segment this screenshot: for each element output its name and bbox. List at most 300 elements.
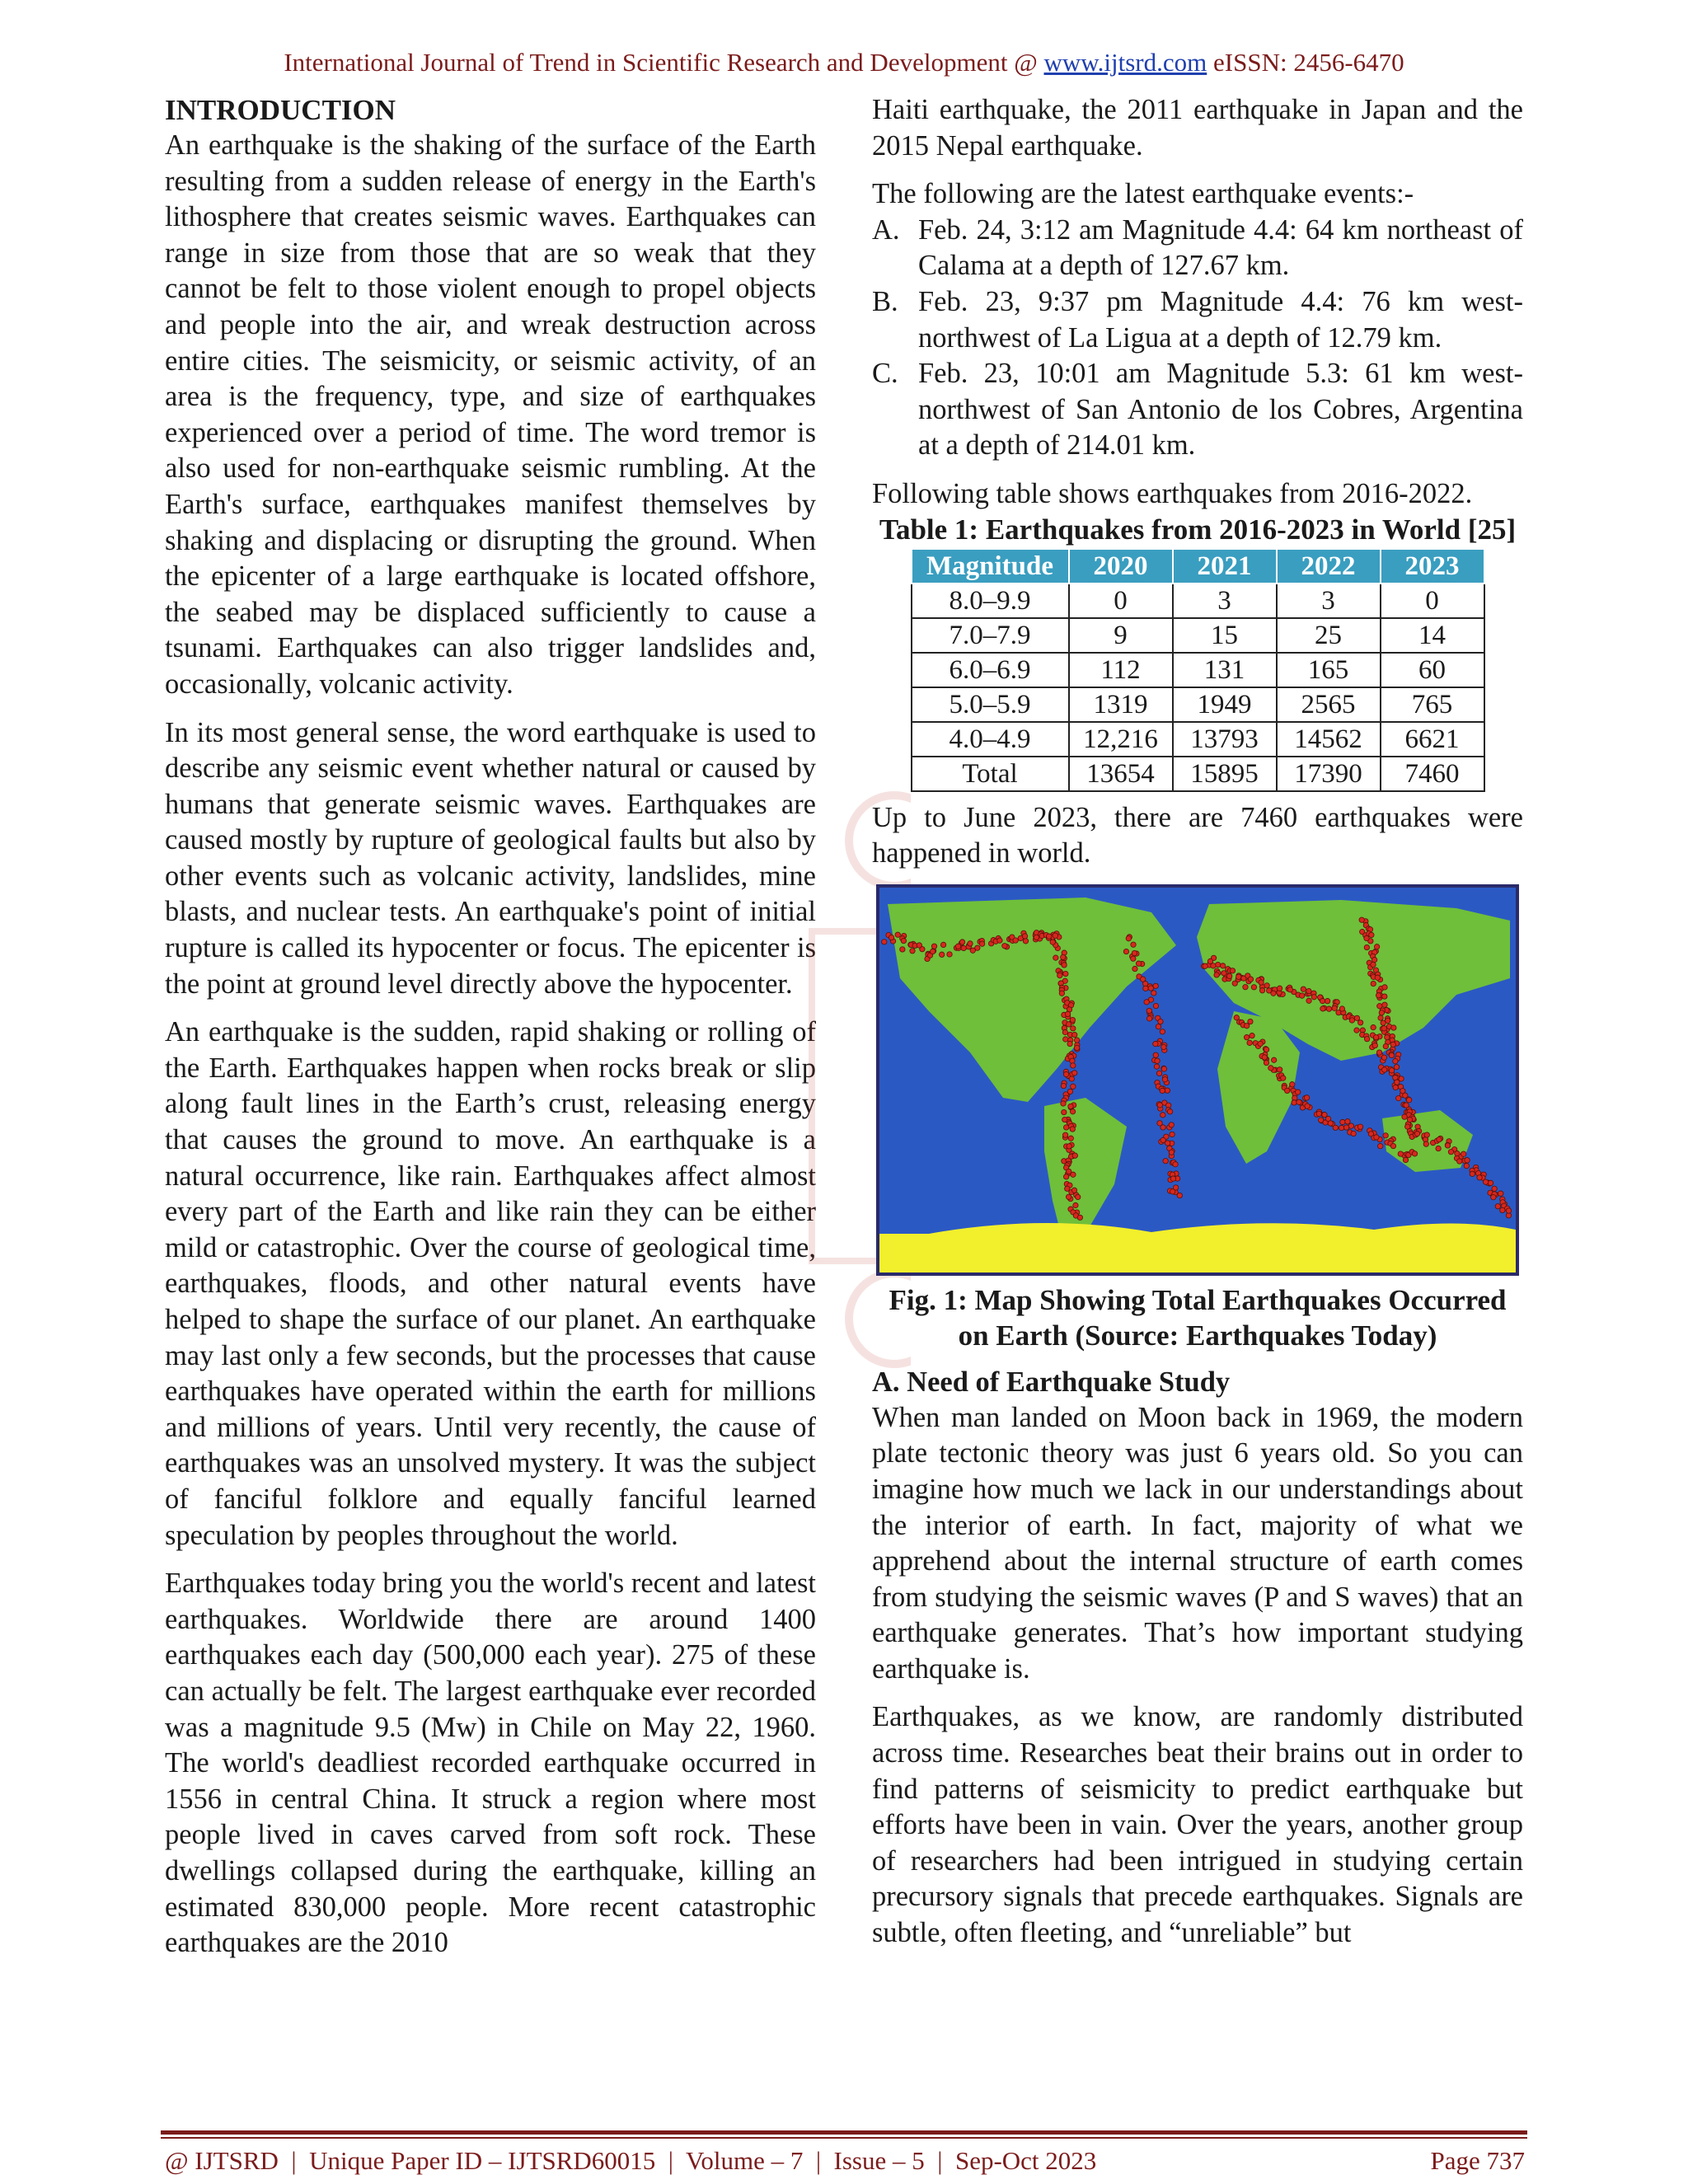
earthquake-point [1131,942,1136,947]
earthquake-point [1403,1157,1408,1162]
earthquake-point [1455,1151,1460,1155]
earthquake-point [1244,1034,1249,1039]
journal-url-link[interactable]: www.ijtsrd.com [1043,48,1207,77]
earthquake-point [1305,1104,1310,1108]
world-earthquake-map [876,884,1519,1276]
earthquake-point [1062,1132,1067,1137]
table-cell: 60 [1381,653,1484,687]
earthquake-point [1215,962,1220,967]
table-header-row [912,549,1484,583]
earthquake-point [1050,940,1055,944]
earthquake-point [1271,1057,1276,1062]
earthquake-point [1173,1161,1178,1166]
earthquake-point [1072,1070,1077,1075]
footer-rule-thin [161,2137,1527,2139]
earthquake-point [1398,1151,1403,1156]
table-cell: 131 [1173,653,1277,687]
earthquake-point [940,952,945,957]
earthquake-point [1068,1136,1073,1141]
earthquake-point [1236,974,1241,979]
earthquake-point [1477,1174,1482,1179]
footer-info: @ IJTSRD | Unique Paper ID – IJTSRD60015 | Volume – 7 | Issue – 5 | Sep-Oct 2023 [165,2146,1097,2175]
earthquake-point [1071,1172,1076,1177]
earthquake-point [1170,1176,1175,1181]
earthquake-point [1381,1025,1386,1030]
table-cell: 0 [1069,583,1173,618]
earthquake-point [947,951,952,956]
table-cell: 8.0–9.9 [912,583,1069,618]
earthquake-point [1160,1112,1165,1117]
earthquake-point [1333,1125,1338,1130]
table-header-cell: Magnitude [912,549,1069,583]
earthquake-point [1306,988,1311,993]
table-row [912,618,1484,653]
table-cell: 112 [1069,653,1173,687]
earthquake-point [1339,1125,1343,1130]
earthquake-point [1061,1083,1066,1088]
earthquake-point [1375,975,1380,980]
paragraph-2: In its most general sense, the word earthquake is used to describe any seismic event whether natural or caused by humans that generate seismic waves. Earthquakes are caused mostly by rupture of geological faults but also by other events such as volcanic activity, landslides, mine blasts, and nuclear tests. An earthquake's point of initial rupture is called its hypocenter or focus. The epicenter is the point at ground level directly above the hypocenter. [165,716,816,1000]
earthquake-point [1389,1067,1394,1072]
earthquake-point [1424,1132,1429,1137]
table-row [912,757,1484,791]
map-graphic [879,888,1516,1272]
earthquake-point [1072,1153,1077,1158]
table-cell: 1949 [1173,687,1277,722]
events-list [872,213,1523,464]
earthquake-point [1063,1071,1068,1076]
earthquake-point [1391,1025,1396,1030]
earthquake-point [1146,1015,1151,1020]
earthquake-table [911,548,1485,792]
earthquake-point [1053,955,1058,960]
earthquake-point [1259,980,1264,985]
table-row [912,722,1484,757]
table-cell: 5.0–5.9 [912,687,1069,722]
earthquake-point [1156,1071,1161,1076]
earthquake-point [1281,1076,1286,1080]
earthquake-point [1364,1036,1369,1041]
earthquake-point [1013,938,1018,943]
earthquake-point [1364,944,1369,949]
earthquake-point [1345,1118,1350,1123]
table-intro: Following table shows earthquakes from 2016-2022. [872,477,1473,509]
earthquake-point [1063,971,1068,976]
earthquake-point [1067,1089,1072,1094]
earthquake-point [1132,950,1137,955]
earthquake-point [997,938,1002,943]
earthquake-point [1160,1029,1165,1033]
earthquake-point [1506,1208,1511,1213]
earthquake-point [1354,1015,1359,1020]
earthquake-point [1214,972,1219,977]
earthquake-point [1383,1043,1388,1048]
earthquake-point [1167,1108,1172,1113]
earthquake-point [1264,1060,1268,1065]
earthquake-point [1320,998,1325,1003]
earthquake-point [1332,1005,1337,1010]
earthquake-point [931,944,936,949]
earthquake-point [1226,973,1231,978]
earthquake-point [1277,986,1282,991]
earthquake-point [1074,1038,1079,1043]
earthquake-point [1340,1119,1345,1124]
earthquake-point [1357,1019,1362,1024]
earthquake-point [1203,963,1207,968]
earthquake-point [1136,961,1141,966]
earthquake-point [1290,1081,1295,1086]
earthquake-point [961,945,966,950]
earthquake-point [1153,1003,1158,1008]
earthquake-point [1165,1088,1170,1093]
earthquake-point [1390,1042,1395,1047]
earthquake-point [889,935,893,940]
earthquake-point [1144,999,1149,1004]
earthquake-point [1063,1174,1068,1179]
earthquake-point [1295,1090,1300,1094]
earthquake-point [1063,1037,1068,1042]
earthquake-point [1395,1095,1400,1100]
earthquake-point [1262,1054,1267,1059]
table-header-cell: 2020 [1069,549,1173,583]
earthquake-point [1211,963,1216,968]
earthquake-point [1072,1032,1077,1037]
earthquake-point [1126,935,1131,940]
table-cell: 3 [1173,583,1277,618]
earthquake-point [1143,986,1148,991]
paragraph-5: When man landed on Moon back in 1969, the modern plate tectonic theory was just 6 years old. So you can imagine how much we lack in our understandings about the interior of earth. In fact, majority of what we apprehend about the internal structure of earth comes from studying the seismic waves (P and S waves) that an earthquake generates. That’s how important studying earthquake is. [872,1401,1523,1685]
table-cell: 15 [1173,618,1277,653]
earthquake-point [1160,1088,1165,1093]
earthquake-point [1311,994,1316,999]
earthquake-point [1348,1123,1353,1128]
earthquake-point [1258,1041,1263,1046]
event-item [872,284,1523,356]
event-item [872,213,1523,284]
earthquake-point [1155,1058,1160,1063]
earthquake-point [1247,1040,1252,1045]
earthquake-point [1376,1050,1381,1055]
earthquake-point [1371,1024,1376,1029]
earthquake-point [1066,1021,1071,1026]
earthquake-point [1488,1180,1493,1185]
earthquake-point [1390,1143,1395,1148]
table-cell: 13654 [1069,757,1173,791]
earthquake-point [1371,981,1376,986]
earthquake-point [1378,1143,1383,1148]
earthquake-point [1414,1131,1419,1136]
earthquake-point [1062,1029,1067,1034]
earthquake-point [1165,1141,1170,1146]
earthquake-point [1374,944,1379,949]
earthquake-point [1146,1008,1151,1013]
table-row [912,653,1484,687]
section-heading-introduction: INTRODUCTION [165,94,396,126]
earthquake-point [1318,1118,1323,1122]
earthquake-point [1264,1047,1268,1052]
earthquake-point [1372,1043,1377,1047]
earthquake-point [1161,1066,1166,1071]
earthquake-point [1381,1055,1386,1060]
running-header [0,48,1688,77]
earthquake-point [1221,970,1226,975]
earthquake-point [930,949,935,954]
earthquake-point [1395,1080,1400,1085]
earthquake-point [1382,1067,1387,1072]
earthquake-point [1328,1121,1333,1126]
earthquake-point [1359,917,1364,922]
earthquake-point [1470,1171,1475,1176]
footer-rule [161,2130,1527,2135]
earthquake-point [1448,1149,1453,1154]
table-cell: 14 [1381,618,1484,653]
earthquake-point [1483,1179,1488,1184]
table-caption: Table 1: Earthquakes from 2016-2023 in World [25] [879,513,1517,546]
earthquake-point [1465,1157,1470,1162]
earthquake-point [901,938,906,943]
table-row [912,583,1484,618]
earthquake-point [1251,984,1256,989]
earthquake-point [1230,968,1235,972]
earthquake-point [1071,1025,1076,1030]
earthquake-point [1285,1088,1290,1093]
earthquake-point [1301,987,1306,991]
earthquake-point [1393,1085,1398,1090]
table-cell: Total [912,757,1069,791]
earthquake-point [1068,1104,1073,1108]
earthquake-point [1407,1117,1412,1122]
table-cell: 3 [1277,583,1381,618]
event-text: Feb. 23, 10:01 am Magnitude 5.3: 61 km west-northwest of San Antonio de los Cobres, Argentina at a depth of 214.01 km. [918,358,1523,462]
earthquake-point [940,942,945,947]
paragraph-after-table: Up to June 2023, there are 7460 earthquakes were happened in world. [872,801,1523,869]
earthquake-point [1077,1215,1082,1220]
earthquake-point [1067,1143,1071,1148]
earthquake-point [1492,1186,1497,1191]
earthquake-point [968,940,973,945]
event-marker: A. [872,213,900,246]
earthquake-point [1061,954,1066,959]
earthquake-point [1491,1194,1496,1199]
right-column [872,92,1523,1964]
event-text: Feb. 23, 9:37 pm Magnitude 4.4: 76 km west-northwest of La Ligua at a depth of 12.79 km. [918,285,1523,354]
earthquake-point [955,944,960,949]
earthquake-point [1394,1064,1399,1069]
earthquake-point [1154,1064,1159,1069]
earthquake-point [1002,943,1007,948]
earthquake-point [1053,933,1057,938]
earthquake-point [1464,1163,1469,1168]
earthquake-point [1296,1099,1301,1104]
earthquake-point [1259,987,1264,992]
page-number: Page 737 [1430,2146,1525,2175]
earthquake-point [1132,966,1137,971]
earthquake-point [1306,998,1311,1003]
earthquake-point [1157,1102,1162,1107]
earthquake-point [959,940,964,944]
earthquake-point [1169,1150,1174,1155]
paragraph-1: An earthquake is the shaking of the surface of the Earth resulting from a sudden release of energy in the Earth's lithosphere that creates seismic waves. Earthquakes can range in size from those that are so weak that they cannot be felt to those violent enough to propel objects and people into the air, and wreak destruction across entire cities. The seismicity, or seismic activity, of an area is the frequency, type, and size of earthquakes experienced over a period of time. The word tremor is also used for non-earthquake seismic rumbling. At the Earth's surface, earthquakes manifest themselves by shaking and displacing or disrupting the ground. When the epicenter of a large earthquake is located offshore, the seabed may be displaced sufficiently to cause a tsunami. Earthquakes can also trigger landslides and, occasionally, volcanic activity. [165,129,816,700]
earthquake-point [895,932,900,937]
earthquake-point [1066,1194,1071,1199]
earthquake-point [1065,1011,1070,1016]
earthquake-point [1299,993,1304,998]
table-cell: 15895 [1173,757,1277,791]
left-column [165,92,816,1974]
earthquake-point [1057,972,1062,977]
earthquake-point [917,942,921,947]
earthquake-point [1385,1034,1390,1039]
earthquake-point [1382,984,1387,989]
earthquake-point [1271,991,1276,996]
earthquake-point [1153,983,1158,988]
earthquake-point [1393,1058,1398,1063]
earthquake-point [1170,1132,1175,1137]
earthquake-point [979,941,984,946]
earthquake-point [1220,963,1225,968]
earthquake-point [1304,1094,1309,1099]
earthquake-point [1406,1097,1411,1102]
figure-caption: Fig. 1: Map Showing Total Earthquakes Occurred on Earth (Source: Earthquakes Today) [889,1283,1507,1352]
earthquake-point [1163,1158,1168,1163]
earthquake-point [1156,1024,1160,1029]
earthquake-point [1277,1066,1282,1071]
earthquake-point [1073,1202,1078,1207]
earthquake-point [1402,1114,1407,1119]
table-cell: 2565 [1277,687,1381,722]
earthquake-point [1070,1108,1075,1113]
earthquake-point [882,939,887,944]
earthquake-point [1248,977,1253,982]
table-cell: 17390 [1277,757,1381,791]
earthquake-point [1161,1044,1166,1049]
earthquake-point [1076,1194,1081,1199]
earthquake-point [1074,1045,1079,1050]
earthquake-point [1062,1109,1067,1114]
earthquake-point [1383,1132,1388,1137]
earthquake-point [1062,1117,1067,1122]
earthquake-point [910,948,915,953]
earthquake-point [1457,1159,1462,1164]
earthquake-point [900,946,905,951]
earthquake-point [1495,1203,1500,1208]
table-header-cell: 2022 [1277,549,1381,583]
earthquake-point [1170,1188,1175,1193]
earthquake-point [1386,1018,1390,1023]
table-cell: 6.0–6.9 [912,653,1069,687]
earthquake-point [1123,949,1128,954]
earthquake-point [1071,1062,1076,1067]
table-cell: 6621 [1381,722,1484,757]
table-header-cell: 2023 [1381,549,1484,583]
journal-name: International Journal of Trend in Scientific Research and Development @ [284,48,1038,77]
earthquake-point [1162,1076,1167,1081]
earthquake-point [1372,957,1376,962]
earthquake-point [1062,962,1067,967]
table-cell: 12,216 [1069,722,1173,757]
earthquake-point [1371,962,1376,967]
table-cell: 4.0–4.9 [912,722,1069,757]
earthquake-point [1177,1193,1182,1197]
table-cell: 9 [1069,618,1173,653]
paragraph-6: Earthquakes, as we know, are randomly distributed across time. Researches beat their brains out in order to find patterns of seismicity to predict earthquake but efforts have been in vain. Over the years, another group of researchers had been intrigued in studying certain precursory signals that precede earthquakes. Signals are subtle, often fleeting, and “unreliable” but [872,1701,1523,1949]
earthquake-point [1325,998,1329,1003]
earthquake-point [1412,1151,1417,1155]
earthquake-point [975,945,980,950]
earthquake-point [1461,1151,1465,1156]
earthquake-point [1373,1034,1378,1039]
event-marker: C. [872,358,898,390]
earthquake-point [1382,1002,1387,1007]
events-intro: The following are the latest earthquake events:- [872,178,1414,210]
table-cell: 165 [1277,653,1381,687]
earthquake-point [1070,1127,1075,1132]
earthquake-point [1379,1010,1384,1015]
earthquake-point [1158,1019,1163,1024]
earthquake-point [1364,935,1369,940]
table-cell: 25 [1277,618,1381,653]
earthquake-point [1354,1028,1359,1033]
table-row [912,687,1484,722]
earthquake-point [1378,1015,1383,1020]
earthquake-point [1071,1084,1076,1089]
earthquake-point [1369,932,1374,937]
earthquake-point [1339,1006,1344,1011]
earthquake-point [1326,1006,1331,1011]
earthquake-point [1382,994,1387,999]
paragraph-3: An earthquake is the sudden, rapid shaking or rolling of the Earth. Earthquakes happen when rocks break or slip along fault lines in the Earth’s crust, releasing energy that causes the ground to move. An earthquake is a natural occurrence, like rain. Earthquakes affect almost every part of the Earth and like rain they can be either mild or catastrophic. Over the course of geological time, earthquakes, floods, and other natural events have helped to shape the surface of our planet. An earthquake may last only a few seconds, but the processes that cause earthquakes have operated within the earth for millions and millions of years. Until very recently, the cause of earthquakes was an unsolved mystery. It was the subject of fanciful folklore and equally fanciful learned speculation by peoples throughout the world. [165,1016,816,1551]
earthquake-point [1023,938,1028,943]
earthquake-point [1374,1134,1379,1139]
earthquake-point [1389,1052,1394,1057]
table-cell: 13793 [1173,722,1277,757]
earthquake-point [1357,1124,1362,1129]
table-cell: 7460 [1381,757,1484,791]
event-marker: B. [872,285,898,317]
earthquake-point [1445,1142,1450,1147]
earthquake-point [1498,1191,1503,1196]
table-cell: 0 [1381,583,1484,618]
earthquake-point [1148,986,1153,991]
earthquake-point [1047,934,1052,939]
section-heading-need: A. Need of Earthquake Study [872,1366,1231,1398]
earthquake-point [1022,933,1027,938]
earthquake-point [1070,1017,1075,1022]
earthquake-point [1063,1124,1068,1129]
earthquake-point [1243,984,1248,989]
earthquake-point [1320,1005,1325,1010]
earthquake-point [1131,956,1136,961]
table-body [912,583,1484,791]
earthquake-point [1153,1041,1158,1046]
table-cell: 1319 [1069,687,1173,722]
earthquake-point [1316,1111,1321,1116]
earthquake-point [1376,992,1381,997]
earthquake-point [1151,990,1156,995]
earthquake-point [1160,1124,1165,1129]
event-item [872,356,1523,464]
earthquake-point [1067,1041,1072,1046]
earthquake-point [1423,1141,1428,1146]
earthquake-point [1061,1101,1066,1106]
earthquake-point [1436,1146,1441,1151]
earthquake-point [1169,1122,1174,1127]
table-header-cell: 2021 [1173,549,1277,583]
earthquake-point [1250,1033,1254,1038]
earthquake-point [1071,1188,1076,1193]
paragraph-4: Earthquakes today bring you the world's recent and latest earthquakes. Worldwide there are around 1400 earthquakes each day (500,000 each year). 275 of these can actually be felt. The largest earthquake ever recorded was a magnitude 9.5 (Mw) in Chile on May 22, 1960. The world's deadliest recorded earthquake occurred in 1556 in central China. It struck a region where most people lived in caves carved from soft rock. These dwellings collapsed during the earthquake, killing an estimated 830,000 people. More recent catastrophic earthquakes are the 2010 [165,1568,816,1959]
earthquake-point [1404,1103,1409,1108]
